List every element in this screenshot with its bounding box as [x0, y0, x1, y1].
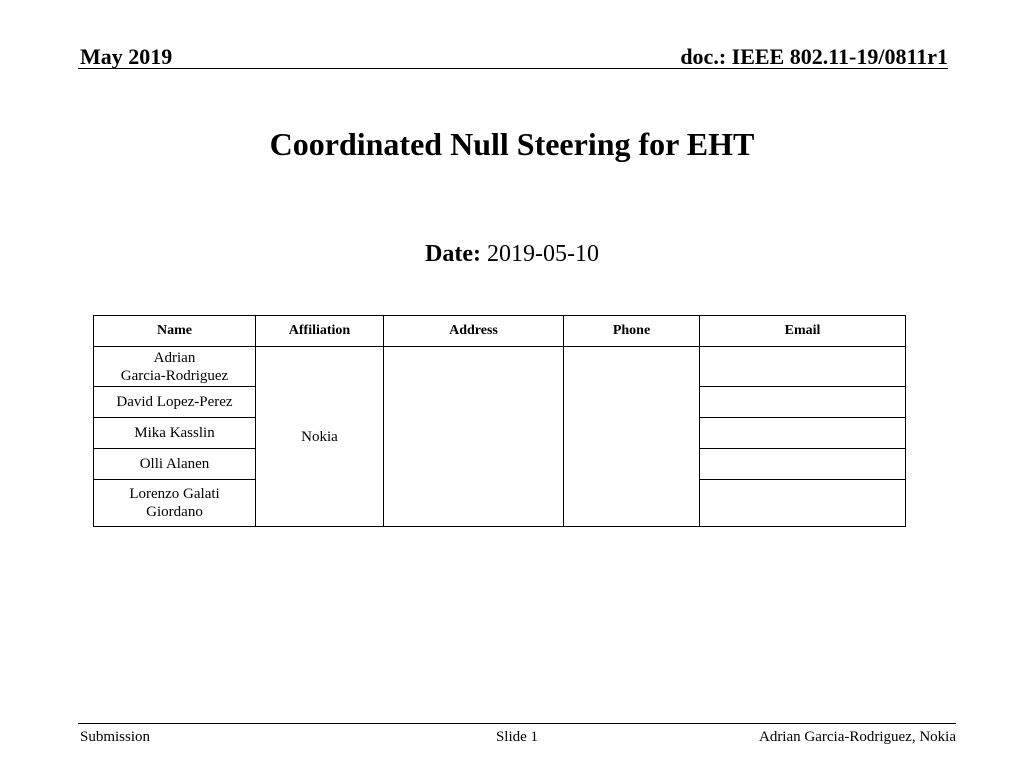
affiliation-cell: Nokia — [256, 347, 384, 527]
footer-divider — [78, 723, 956, 724]
column-header-name: Name — [94, 316, 256, 347]
author-name-cell: Olli Alanen — [94, 449, 256, 480]
table-header-row — [94, 316, 906, 347]
slide-title: Coordinated Null Steering for EHT — [269, 126, 755, 162]
email-cell — [700, 480, 906, 527]
footer-author: Adrian Garcia-Rodriguez, Nokia — [758, 729, 956, 745]
author-name-line: Lorenzo Galati — [129, 486, 220, 502]
author-name-cell — [94, 347, 256, 387]
table-row — [94, 347, 906, 387]
date-line — [0, 238, 1024, 270]
header-divider — [78, 68, 948, 69]
author-name-cell: David Lopez-Perez — [94, 387, 256, 418]
date-label: Date: — [425, 241, 481, 267]
header-date: May 2019 — [80, 44, 173, 69]
column-header-phone: Phone — [564, 316, 700, 347]
author-name-cell — [94, 480, 256, 527]
email-cell — [700, 449, 906, 480]
footer-slide-number: Slide 1 — [495, 729, 539, 745]
email-cell — [700, 387, 906, 418]
email-cell — [700, 347, 906, 387]
date-value: 2019-05-10 — [486, 241, 599, 267]
column-header-email: Email — [700, 316, 906, 347]
header-doc-id: doc.: IEEE 802.11-19/0811r1 — [680, 44, 948, 69]
author-name-line: Garcia-Rodriguez — [120, 367, 229, 384]
address-cell — [384, 347, 564, 527]
authors-table — [93, 315, 906, 527]
author-name-line: Adrian — [153, 349, 196, 366]
column-header-affiliation: Affiliation — [256, 316, 384, 347]
footer-submission: Submission — [80, 729, 151, 745]
author-name-line: Giordano — [146, 504, 203, 520]
phone-cell — [564, 347, 700, 527]
email-cell — [700, 418, 906, 449]
column-header-address: Address — [384, 316, 564, 347]
author-name-cell: Mika Kasslin — [94, 418, 256, 449]
